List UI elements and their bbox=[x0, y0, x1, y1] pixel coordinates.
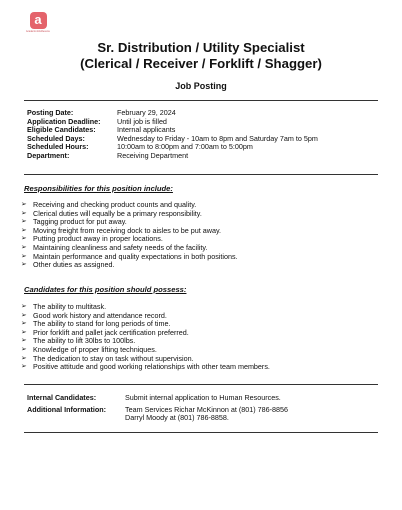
detail-value: Receiving Department bbox=[117, 150, 189, 160]
list-item-text: Other duties as assigned. bbox=[33, 260, 115, 270]
list-item-text: The ability to lift 30lbs to 100lbs. bbox=[33, 336, 136, 346]
bullet-arrow-icon: ➢ bbox=[21, 235, 27, 243]
job-title-line-1: Sr. Distribution / Utility Specialist bbox=[97, 40, 305, 55]
divider bbox=[24, 384, 378, 385]
divider bbox=[24, 174, 378, 175]
job-posting-subtitle: Job Posting bbox=[175, 81, 227, 91]
list-item-text: Receiving and checking product counts and quality. bbox=[33, 200, 197, 209]
logo-caption: AcademicJobsResume bbox=[26, 30, 50, 33]
detail-label: Application Deadline: bbox=[27, 116, 101, 126]
responsibilities-heading: Responsibilities for this position include: bbox=[24, 184, 173, 193]
bullet-arrow-icon: ➢ bbox=[21, 218, 27, 226]
detail-value: Until job is filled bbox=[117, 116, 167, 126]
list-item-text: Knowledge of proper lifting techniques. bbox=[33, 344, 157, 354]
contact-info bbox=[27, 394, 288, 423]
list-item-text: Putting product away in proper locations. bbox=[33, 234, 163, 244]
candidates-heading: Candidates for this position should possess: bbox=[24, 285, 187, 294]
list-item-text: Prior forklift and pallet jack certification preferred. bbox=[33, 327, 189, 337]
bullet-arrow-icon: ➢ bbox=[21, 363, 27, 371]
bullet-arrow-icon: ➢ bbox=[21, 209, 27, 217]
detail-label: Posting Date: bbox=[27, 108, 74, 117]
detail-value: February 29, 2024 bbox=[117, 108, 176, 117]
list-item-text: The dedication to stay on task without supervision. bbox=[33, 353, 194, 363]
bullet-arrow-icon: ➢ bbox=[21, 243, 27, 251]
bullet-arrow-icon: ➢ bbox=[21, 345, 27, 353]
list-item-text: Maintaining cleanliness and safety needs of the facility. bbox=[33, 242, 208, 252]
detail-label: Department: bbox=[27, 150, 70, 160]
list-item-text: Tagging product for put away. bbox=[33, 217, 127, 227]
list-item-text: The ability to multitask. bbox=[33, 302, 107, 311]
detail-label: Scheduled Hours: bbox=[27, 142, 89, 152]
additional-info-label: Additional Information: bbox=[27, 404, 107, 414]
company-logo bbox=[24, 12, 52, 33]
internal-candidates-value: Submit internal application to Human Resources. bbox=[125, 393, 281, 402]
divider bbox=[24, 432, 378, 433]
bullet-arrow-icon: ➢ bbox=[21, 303, 27, 310]
list-item bbox=[21, 261, 238, 270]
job-title bbox=[0, 40, 402, 72]
list-item-text: Positive attitude and good working relationships with other team members. bbox=[33, 362, 270, 372]
bullet-arrow-icon: ➢ bbox=[21, 261, 27, 269]
posting-details bbox=[27, 109, 318, 161]
bullet-arrow-icon: ➢ bbox=[21, 311, 27, 319]
additional-info-line-1: Team Services Richar McKinnon at (801) 786-8856 bbox=[125, 404, 288, 414]
bullet-arrow-icon: ➢ bbox=[21, 226, 27, 234]
logo-mark: a bbox=[30, 12, 47, 29]
bullet-arrow-icon: ➢ bbox=[21, 201, 27, 208]
responsibilities-list bbox=[21, 201, 238, 270]
bullet-arrow-icon: ➢ bbox=[21, 320, 27, 328]
detail-value: 10:00am to 8:00pm and 7:00am to 5:00pm bbox=[117, 142, 253, 152]
detail-label: Scheduled Days: bbox=[27, 133, 85, 143]
bullet-arrow-icon: ➢ bbox=[21, 354, 27, 362]
list-item-text: The ability to stand for long periods of time. bbox=[33, 319, 171, 329]
qualifications-list bbox=[21, 303, 270, 372]
job-title-line-2: (Clerical / Receiver / Forklift / Shagger) bbox=[80, 56, 322, 71]
bullet-arrow-icon: ➢ bbox=[21, 328, 27, 336]
additional-info-line-2: Darryl Moody at (801) 786-8858. bbox=[125, 413, 229, 423]
list-item bbox=[21, 363, 270, 372]
detail-value: Internal applicants bbox=[117, 125, 176, 135]
detail-row bbox=[27, 152, 318, 161]
list-item-text: Good work history and attendance record. bbox=[33, 310, 167, 320]
bullet-arrow-icon: ➢ bbox=[21, 252, 27, 260]
detail-value: Wednesday to Friday - 10am to 8pm and Saturday 7am to 5pm bbox=[117, 133, 318, 143]
internal-candidates-label: Internal Candidates: bbox=[27, 393, 97, 402]
additional-info-value bbox=[125, 406, 288, 423]
list-item-text: Maintain performance and quality expectations in both positions. bbox=[33, 251, 238, 261]
bullet-arrow-icon: ➢ bbox=[21, 337, 27, 345]
list-item-text: Moving freight from receiving dock to aisles to be put away. bbox=[33, 225, 222, 235]
list-item-text: Clerical duties will equally be a primary responsibility. bbox=[33, 208, 202, 218]
additional-info-row bbox=[27, 406, 288, 423]
detail-label: Eligible Candidates: bbox=[27, 125, 96, 135]
internal-candidates-row bbox=[27, 394, 288, 403]
divider bbox=[24, 100, 378, 101]
